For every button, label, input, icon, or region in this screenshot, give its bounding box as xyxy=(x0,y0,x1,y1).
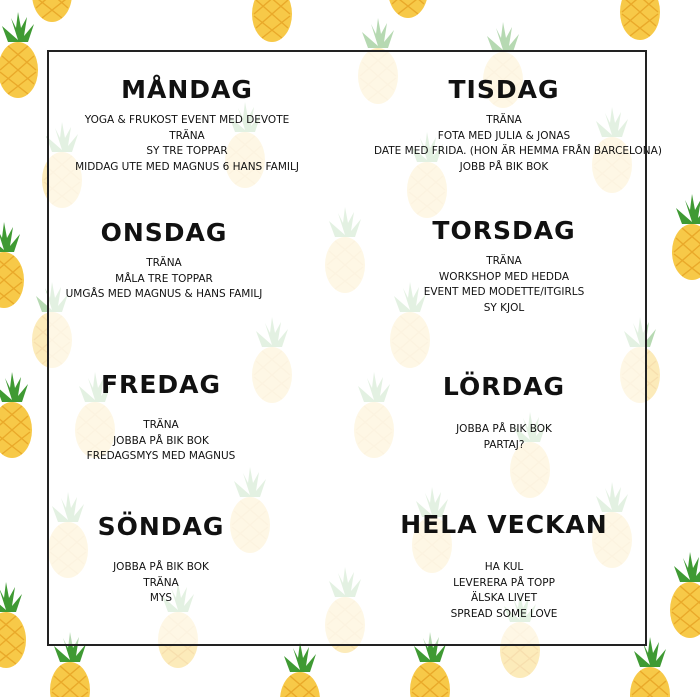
task-list xyxy=(419,422,589,453)
task-item: JOBBA PÅ BIK BOK xyxy=(113,561,209,573)
task-item: TRÄNA xyxy=(169,129,205,142)
task-item: JOBBA PÅ BIK BOK xyxy=(113,434,209,447)
task-item: SPREAD SOME LOVE xyxy=(450,607,558,620)
task-item: TRÄNA xyxy=(486,114,522,126)
task-item: FREDAGSMYS MED MAGNUS xyxy=(86,450,236,462)
day-whole-week xyxy=(394,510,614,622)
task-item: LEVERERA PÅ TOPP xyxy=(453,576,555,589)
day-friday xyxy=(81,370,241,465)
task-item: MÅLA TRE TOPPAR xyxy=(115,272,213,285)
task-item: JOBB PÅ BIK BOK xyxy=(459,160,549,173)
weekly-schedule-panel xyxy=(47,50,662,646)
task-list xyxy=(404,254,604,316)
day-title: SÖNDAG xyxy=(97,512,225,541)
day-title: LÖRDAG xyxy=(442,372,566,401)
day-tuesday xyxy=(374,75,662,175)
task-item: WORKSHOP MED HEDDA xyxy=(438,270,570,283)
task-list xyxy=(59,256,269,303)
task-item: ÄLSKA LIVET xyxy=(470,592,538,604)
day-title: MÅNDAG xyxy=(121,75,253,104)
day-monday xyxy=(67,75,307,175)
task-item: SY KJOL xyxy=(483,301,525,314)
task-item: TRÄNA xyxy=(143,576,179,589)
day-thursday xyxy=(404,216,604,316)
task-item: TRÄNA xyxy=(486,255,522,267)
task-list xyxy=(67,113,307,175)
task-item: MIDDAG UTE MED MAGNUS 6 HANS FAMILJ xyxy=(75,160,299,173)
day-title: TISDAG xyxy=(448,75,560,104)
day-wednesday xyxy=(59,218,269,303)
task-item: TRÄNA xyxy=(143,419,179,431)
task-list xyxy=(374,113,662,175)
task-item: DATE MED FRIDA. (HON ÄR HEMMA FRÅN BARCELONA) xyxy=(374,145,662,157)
day-title: TORSDAG xyxy=(432,216,576,245)
task-list xyxy=(81,418,241,465)
task-item: MYS xyxy=(149,592,173,604)
task-item: HA KUL xyxy=(484,561,524,573)
task-list xyxy=(71,560,251,607)
task-item: TRÄNA xyxy=(146,257,182,269)
task-item: UMGÅS MED MAGNUS & HANS FAMILJ xyxy=(65,288,263,300)
day-title: FREDAG xyxy=(100,370,222,399)
day-sunday xyxy=(71,512,251,607)
task-list xyxy=(394,560,614,622)
task-item: SY TRE TOPPAR xyxy=(146,145,228,157)
task-item: FOTA MED JULIA & JONAS xyxy=(437,129,571,142)
day-title: HELA VECKAN xyxy=(400,510,608,539)
day-saturday xyxy=(419,372,589,453)
task-item: EVENT MED MODETTE/ITGIRLS xyxy=(423,286,585,298)
task-item: PARTAJ? xyxy=(483,438,525,451)
day-title: ONSDAG xyxy=(100,218,228,247)
task-item: YOGA & FRUKOST EVENT MED DEVOTE xyxy=(84,114,290,126)
task-item: JOBBA PÅ BIK BOK xyxy=(456,423,552,435)
